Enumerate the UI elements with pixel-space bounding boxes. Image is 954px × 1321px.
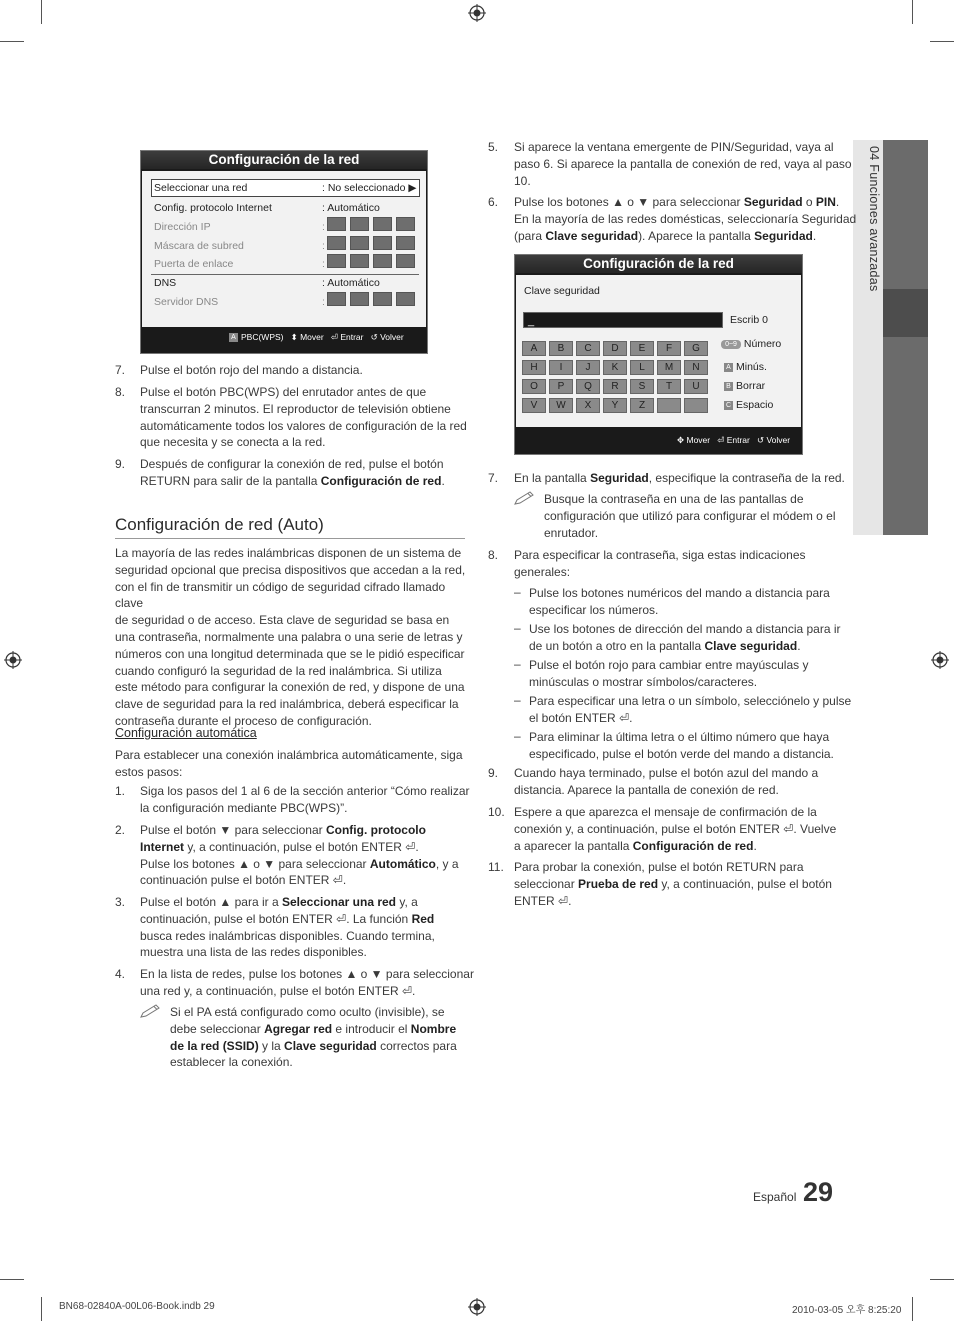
keyboard-key[interactable]: H bbox=[522, 360, 546, 375]
keyboard-key[interactable]: I bbox=[549, 360, 573, 375]
keyboard-key[interactable]: D bbox=[603, 341, 627, 356]
keyboard-key[interactable] bbox=[657, 398, 681, 413]
security-key-input[interactable]: _ bbox=[523, 312, 723, 328]
keyboard-key[interactable]: Z bbox=[630, 398, 654, 413]
auto-step-3: Pulse el botón ▲ para ir a Seleccionar una red y, a continuación, pulse el botón ENTER ⏎. La función Red busca redes inalámbricas disponibles. Cuando termina, muestra una lista de las redes disponibles. bbox=[140, 895, 435, 960]
keyboard-key[interactable]: B bbox=[549, 341, 573, 356]
tip-5: Para eliminar la última letra o el último número que haya especificado, pulse el botón verde del mando a distancia. bbox=[529, 730, 834, 761]
step-9: Después de configurar la conexión de red, pulse el botón RETURN para salir de la pantalla Configuración de red. bbox=[140, 457, 445, 488]
side-tab-label: 04 Funciones avanzadas bbox=[867, 146, 881, 292]
row-dns[interactable]: DNS : Automático bbox=[154, 277, 380, 289]
step-11: Para probar la conexión, pulse el botón RETURN para seleccionar Prueba de red y, a continuación, pulse el botón ENTER ⏎. bbox=[514, 860, 832, 908]
row-subnet-mask: Máscara de subred : bbox=[154, 240, 424, 252]
security-key-screen bbox=[514, 254, 803, 455]
keyboard-key[interactable]: R bbox=[603, 379, 627, 394]
keyboard-key[interactable]: J bbox=[576, 360, 600, 375]
move-icon: ✥ bbox=[677, 435, 685, 445]
note-pencil-icon bbox=[140, 1004, 162, 1018]
keyboard-key[interactable]: F bbox=[657, 341, 681, 356]
keyboard-key[interactable]: W bbox=[549, 398, 573, 413]
step-9-right: Cuando haya terminado, pulse el botón azul del mando a distancia. Aparece la pantalla de conexión de red. bbox=[514, 766, 819, 797]
move-icon: ⬍ bbox=[290, 332, 298, 342]
keyboard-key[interactable]: E bbox=[630, 341, 654, 356]
keyboard-key[interactable]: K bbox=[603, 360, 627, 375]
enter-icon: ⏎ bbox=[405, 839, 416, 854]
row-gateway: Puerta de enlace : bbox=[154, 258, 424, 270]
lowercase-option: A Minús. bbox=[724, 361, 767, 373]
keyboard-key[interactable]: A bbox=[522, 341, 546, 356]
enter-icon: ⏎ bbox=[332, 873, 343, 888]
registration-mark-icon bbox=[468, 1298, 486, 1316]
tip-1: Pulse los botones numéricos del mando a distancia para especificar los números. bbox=[529, 586, 830, 617]
enter-icon: ⏎ bbox=[330, 332, 338, 342]
subsection-title: Configuración automática bbox=[115, 726, 257, 740]
step-8: Pulse el botón PBC(WPS) del enrutador antes de que transcurran 2 minutos. El reproductor de televisión obtiene automáticamente todos los valores de configuración de la red que necesita y se conecta a la red. bbox=[140, 385, 467, 450]
auto-step-1: Siga los pasos del 1 al 6 de la sección anterior “Cómo realizar la configuración mediante PBC(WPS)”. bbox=[140, 784, 470, 815]
screen-title: Configuración de la red bbox=[515, 255, 802, 273]
enter-icon: ⏎ bbox=[619, 710, 630, 725]
row-select-network[interactable]: Seleccionar una red : No seleccionado ▶ bbox=[154, 182, 417, 194]
auto-step-2: Pulse el botón ▼ para seleccionar Config. protocolo Internet y, a continuación, pulse el botón ENTER ⏎. Pulse los botones ▲ o ▼ para seleccionar Automático, y a continuación pulse el botón ENTER ⏎. bbox=[140, 823, 459, 888]
row-ip-protocol[interactable]: Config. protocolo Internet : Automático bbox=[154, 202, 380, 214]
note-password: Busque la contraseña en una de las pantallas de configuración que utilizó para configurar el módem o el enrutador. bbox=[544, 492, 836, 540]
keyboard-key[interactable]: X bbox=[576, 398, 600, 413]
print-date: 2010-03-05 오후 8:25:20 bbox=[792, 1305, 902, 1316]
enter-icon: ⏎ bbox=[401, 983, 413, 998]
page-number: 29 bbox=[803, 1177, 834, 1207]
keyboard-key[interactable]: Y bbox=[603, 398, 627, 413]
print-file: BN68-02840A-00L06-Book.indb 29 bbox=[59, 1301, 215, 1312]
keyboard-key[interactable]: U bbox=[684, 379, 708, 394]
note-hidden-ap: Si el PA está configurado como oculto (invisible), se debe seleccionar Agregar red e introducir el Nombre de la red (SSID) y la Clave seguridad correctos para establecer la conexión. bbox=[170, 1005, 457, 1070]
number-option: 0~9 Número bbox=[721, 338, 781, 350]
tip-2: Use los botones de dirección del mando a distancia para ir de un botón a otro en la pantalla Clave seguridad. bbox=[529, 622, 841, 653]
return-icon: ↺ bbox=[370, 332, 378, 342]
side-tab-marker bbox=[883, 289, 928, 337]
keyboard-key[interactable]: L bbox=[630, 360, 654, 375]
screen-footer: A PBC(WPS) ⬍ Mover ⏎ Entrar ↺ Volver bbox=[229, 332, 404, 343]
intro-paragraph: La mayoría de las redes inalámbricas disponen de un sistema de seguridad opcional que precisa dispositivos que accedan a la red, con el fin de transmitir un código de seguridad cifrado llamado clave de seguridad o de acceso. Esta clave de seguridad se basa en una contraseña, normalmente una palabra o una serie de letras y números con una longitud determinada que se le pidió especificar cuando configuró la seguridad de la red inalámbrica. Si utiliza este método para configurar la conexión de red, y dispone de una clave de seguridad para la red inalámbrica, deberá especificar la contraseña durante el proceso de configuración. bbox=[115, 546, 466, 728]
step-10: Espere a que aparezca el mensaje de confirmación de la conexión y, a continuación, pulse el botón ENTER ⏎. Vuelve a aparecer la pantalla Configuración de red. bbox=[514, 805, 837, 853]
keyboard-key[interactable]: S bbox=[630, 379, 654, 394]
return-icon: ↺ bbox=[756, 435, 765, 445]
keyboard-key[interactable]: C bbox=[576, 341, 600, 356]
delete-option: B Borrar bbox=[724, 380, 765, 392]
char-count: Escrib 0 bbox=[730, 314, 768, 326]
note-pencil-icon bbox=[514, 491, 536, 505]
step-8-right: Para especificar la contraseña, siga estas indicaciones generales: bbox=[514, 548, 806, 579]
keyboard-key[interactable]: M bbox=[657, 360, 681, 375]
row-dns-server: Servidor DNS : bbox=[154, 296, 424, 308]
keyboard-key[interactable]: T bbox=[657, 379, 681, 394]
step-6: Pulse los botones ▲ o ▼ para seleccionar Seguridad o PIN. En la mayoría de las redes domésticas, seleccionaría Seguridad (para Clave seguridad). Aparece la pantalla Seguridad. bbox=[514, 195, 857, 243]
keyboard-key[interactable]: V bbox=[522, 398, 546, 413]
keyboard-key[interactable]: P bbox=[549, 379, 573, 394]
enter-icon: ⏎ bbox=[717, 435, 725, 445]
network-settings-screen bbox=[140, 150, 428, 354]
enter-icon: ⏎ bbox=[336, 911, 347, 926]
registration-mark-icon bbox=[4, 651, 22, 669]
registration-mark-icon bbox=[468, 4, 486, 22]
auto-intro: Para establecer una conexión inalámbrica automáticamente, siga estos pasos: bbox=[115, 748, 463, 779]
section-title: Configuración de red (Auto) bbox=[115, 515, 324, 534]
keyboard-key[interactable]: G bbox=[684, 341, 708, 356]
keyboard-key[interactable] bbox=[684, 398, 708, 413]
security-key-label: Clave seguridad bbox=[524, 285, 600, 297]
registration-mark-icon bbox=[931, 651, 949, 669]
step-7-right: En la pantalla Seguridad, especifique la contraseña de la red. bbox=[514, 471, 845, 485]
auto-step-4: En la lista de redes, pulse los botones ▲ o ▼ para seleccionar una red y, a continuación, pulse el botón ENTER ⏎. bbox=[140, 967, 474, 998]
side-tab-bar bbox=[883, 140, 928, 535]
row-ip-address: Dirección IP : bbox=[154, 221, 424, 233]
screen-title: Configuración de la red bbox=[141, 151, 427, 169]
tip-3: Pulse el botón rojo para cambiar entre mayúsculas y minúsculas o mostrar símbolos/caracteres. bbox=[529, 658, 809, 689]
step-5: Si aparece la ventana emergente de PIN/Seguridad, vaya al paso 6. Si aparece la pantalla de conexión de red, vaya al paso 10. bbox=[514, 140, 852, 188]
keyboard-key[interactable]: O bbox=[522, 379, 546, 394]
keyboard-key[interactable]: N bbox=[684, 360, 708, 375]
screen-footer: ✥ Mover ⏎ Entrar ↺ Volver bbox=[677, 435, 791, 445]
keyboard-key[interactable]: Q bbox=[576, 379, 600, 394]
enter-icon: ⏎ bbox=[783, 821, 794, 836]
language-label: Español bbox=[753, 1190, 797, 1204]
enter-icon: ⏎ bbox=[558, 893, 569, 908]
space-option: C Espacio bbox=[725, 399, 774, 411]
tip-4: Para especificar una letra o un símbolo, selecciónelo y pulse el botón ENTER ⏎. bbox=[529, 694, 852, 725]
